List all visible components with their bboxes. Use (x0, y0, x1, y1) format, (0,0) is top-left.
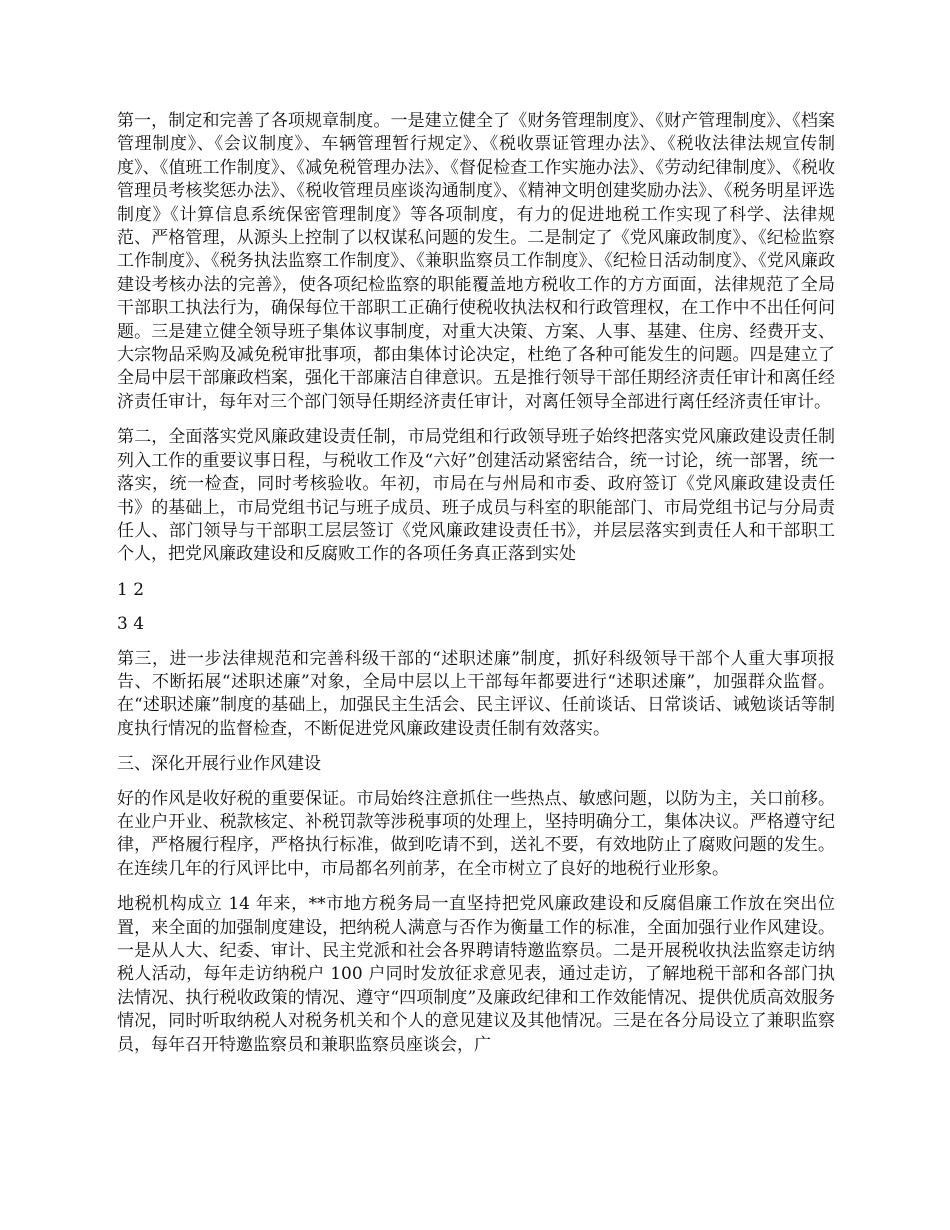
paragraph-responsibility-system: 第二，全面落实党风廉政建设责任制，市局党组和行政领导班子始终把落实党风廉政建设责任制列入工作的重要议事日程，与税收工作及“六好”创建活动紧密结合，统一讨论，统一部署，统一落实，统一检查，同时考核验收。年初，市局在与州局和市委、政府签订《党风廉政建设责任书》的基础上，市局党组书记与班子成员、班子成员与科室的职能部门、市局党组书记与分局责任人、部门领导与干部职工层层签订《党风廉政建设责任书》，并层层落实到责任人和干部职工个人，把党风廉政建设和反腐败工作的各项任务真正落到实处 (117, 427, 835, 565)
section-heading-industry-style: 三、深化开展行业作风建设 (117, 754, 321, 775)
paragraph-good-style: 好的作风是收好税的重要保证。市局始终注意抓住一些热点、敏感问题，以防为主，关口前移。在业户开业、税款核定、补税罚款等涉税事项的处理上，坚持明确分工，集体决议。严格遵守纪律，严格履行程序，严格执行标准，做到吃请不到，送礼不要，有效地防止了腐败问题的发生。在连续几年的行风评比中，市局都名列前茅，在全市树立了良好的地税行业形象。 (117, 788, 835, 879)
paragraph-report-system: 第三，进一步法律规范和完善科级干部的“述职述廉”制度，抓好科级领导干部个人重大事项报告、不断拓展“述职述廉”对象，全局中层以上干部每年都要进行“述职述廉”，加强群众监督。在“述职述廉”制度的基础上，加强民主生活会、民主评议、任前谈话、日常谈话、诫勉谈话等制度执行情况的监督检查，不断促进党风廉政建设责任制有效落实。 (117, 648, 835, 739)
page-number-line-1: 1 2 (117, 579, 145, 600)
page-number-line-2: 3 4 (117, 614, 145, 635)
paragraph-rules-system: 第一，制定和完善了各项规章制度。一是建立健全了《财务管理制度》、《财产管理制度》、《档案管理制度》、《会议制度》、车辆管理暂行规定》、《税收票证管理办法》、《税收法律法规宣传制度》、《值班工作制度》、《减免税管理办法》、《督促检查工作实施办法》、《劳动纪律制度》、《税收管理员考核奖惩办法》、《税收管理员座谈沟通制度》、《精神文明创建奖励办法》、《税务明星评选制度》《计算信息系统保密管理制度》等各项制度，有力的促进地税工作实现了科学、法律规范、严格管理，从源头上控制了以权谋私问题的发生。二是制定了《党风廉政制度》、《纪检监察工作制度》、《税务执法监察工作制度》、《兼职监察员工作制度》、《纪检日活动制度》、《党风廉政建设考核办法的完善》，使各项纪检监察的职能覆盖地方税收工作的方方面面，法律规范了全局干部职工执法行为，确保每位干部职工正确行使税收执法权和行政管理权，在工作中不出任何问题。三是建立健全领导班子集体议事制度，对重大决策、方案、人事、基建、住房、经费开支、大宗物品采购及减免税审批事项，都由集体讨论决定，杜绝了各种可能发生的问题。四是建立了全局中层干部廉政档案，强化干部廉洁自律意识。五是推行领导干部任期经济责任审计和离任经济责任审计，每年对三个部门领导任期经济责任审计，对离任领导全部进行离任经济责任审计。 (117, 111, 835, 412)
document-body (117, 110, 835, 1069)
paragraph-tax-agency-history: 地税机构成立 14 年来，**市地方税务局一直坚持把党风廉政建设和反腐倡廉工作放在突出位置，来全面的加强制度建设，把纳税人满意与否作为衡量工作的标准，全面加强行业作风建设。一是从人大、纪委、审计、民主党派和社会各界聘请特邀监察员。二是开展税收执法监察走访纳税人活动，每年走访纳税户 100 户同时发放征求意见表，通过走访，了解地税干部和各部门执法情况、执行税收政策的情况、遵守“四项制度”及廉政纪律和工作效能情况、提供优质高效服务情况，同时听取纳税人对税务机关和个人的意见建议及其他情况。三是在各分局设立了兼职监察员，每年召开特邀监察员和兼职监察员座谈会，广 (117, 894, 835, 1055)
